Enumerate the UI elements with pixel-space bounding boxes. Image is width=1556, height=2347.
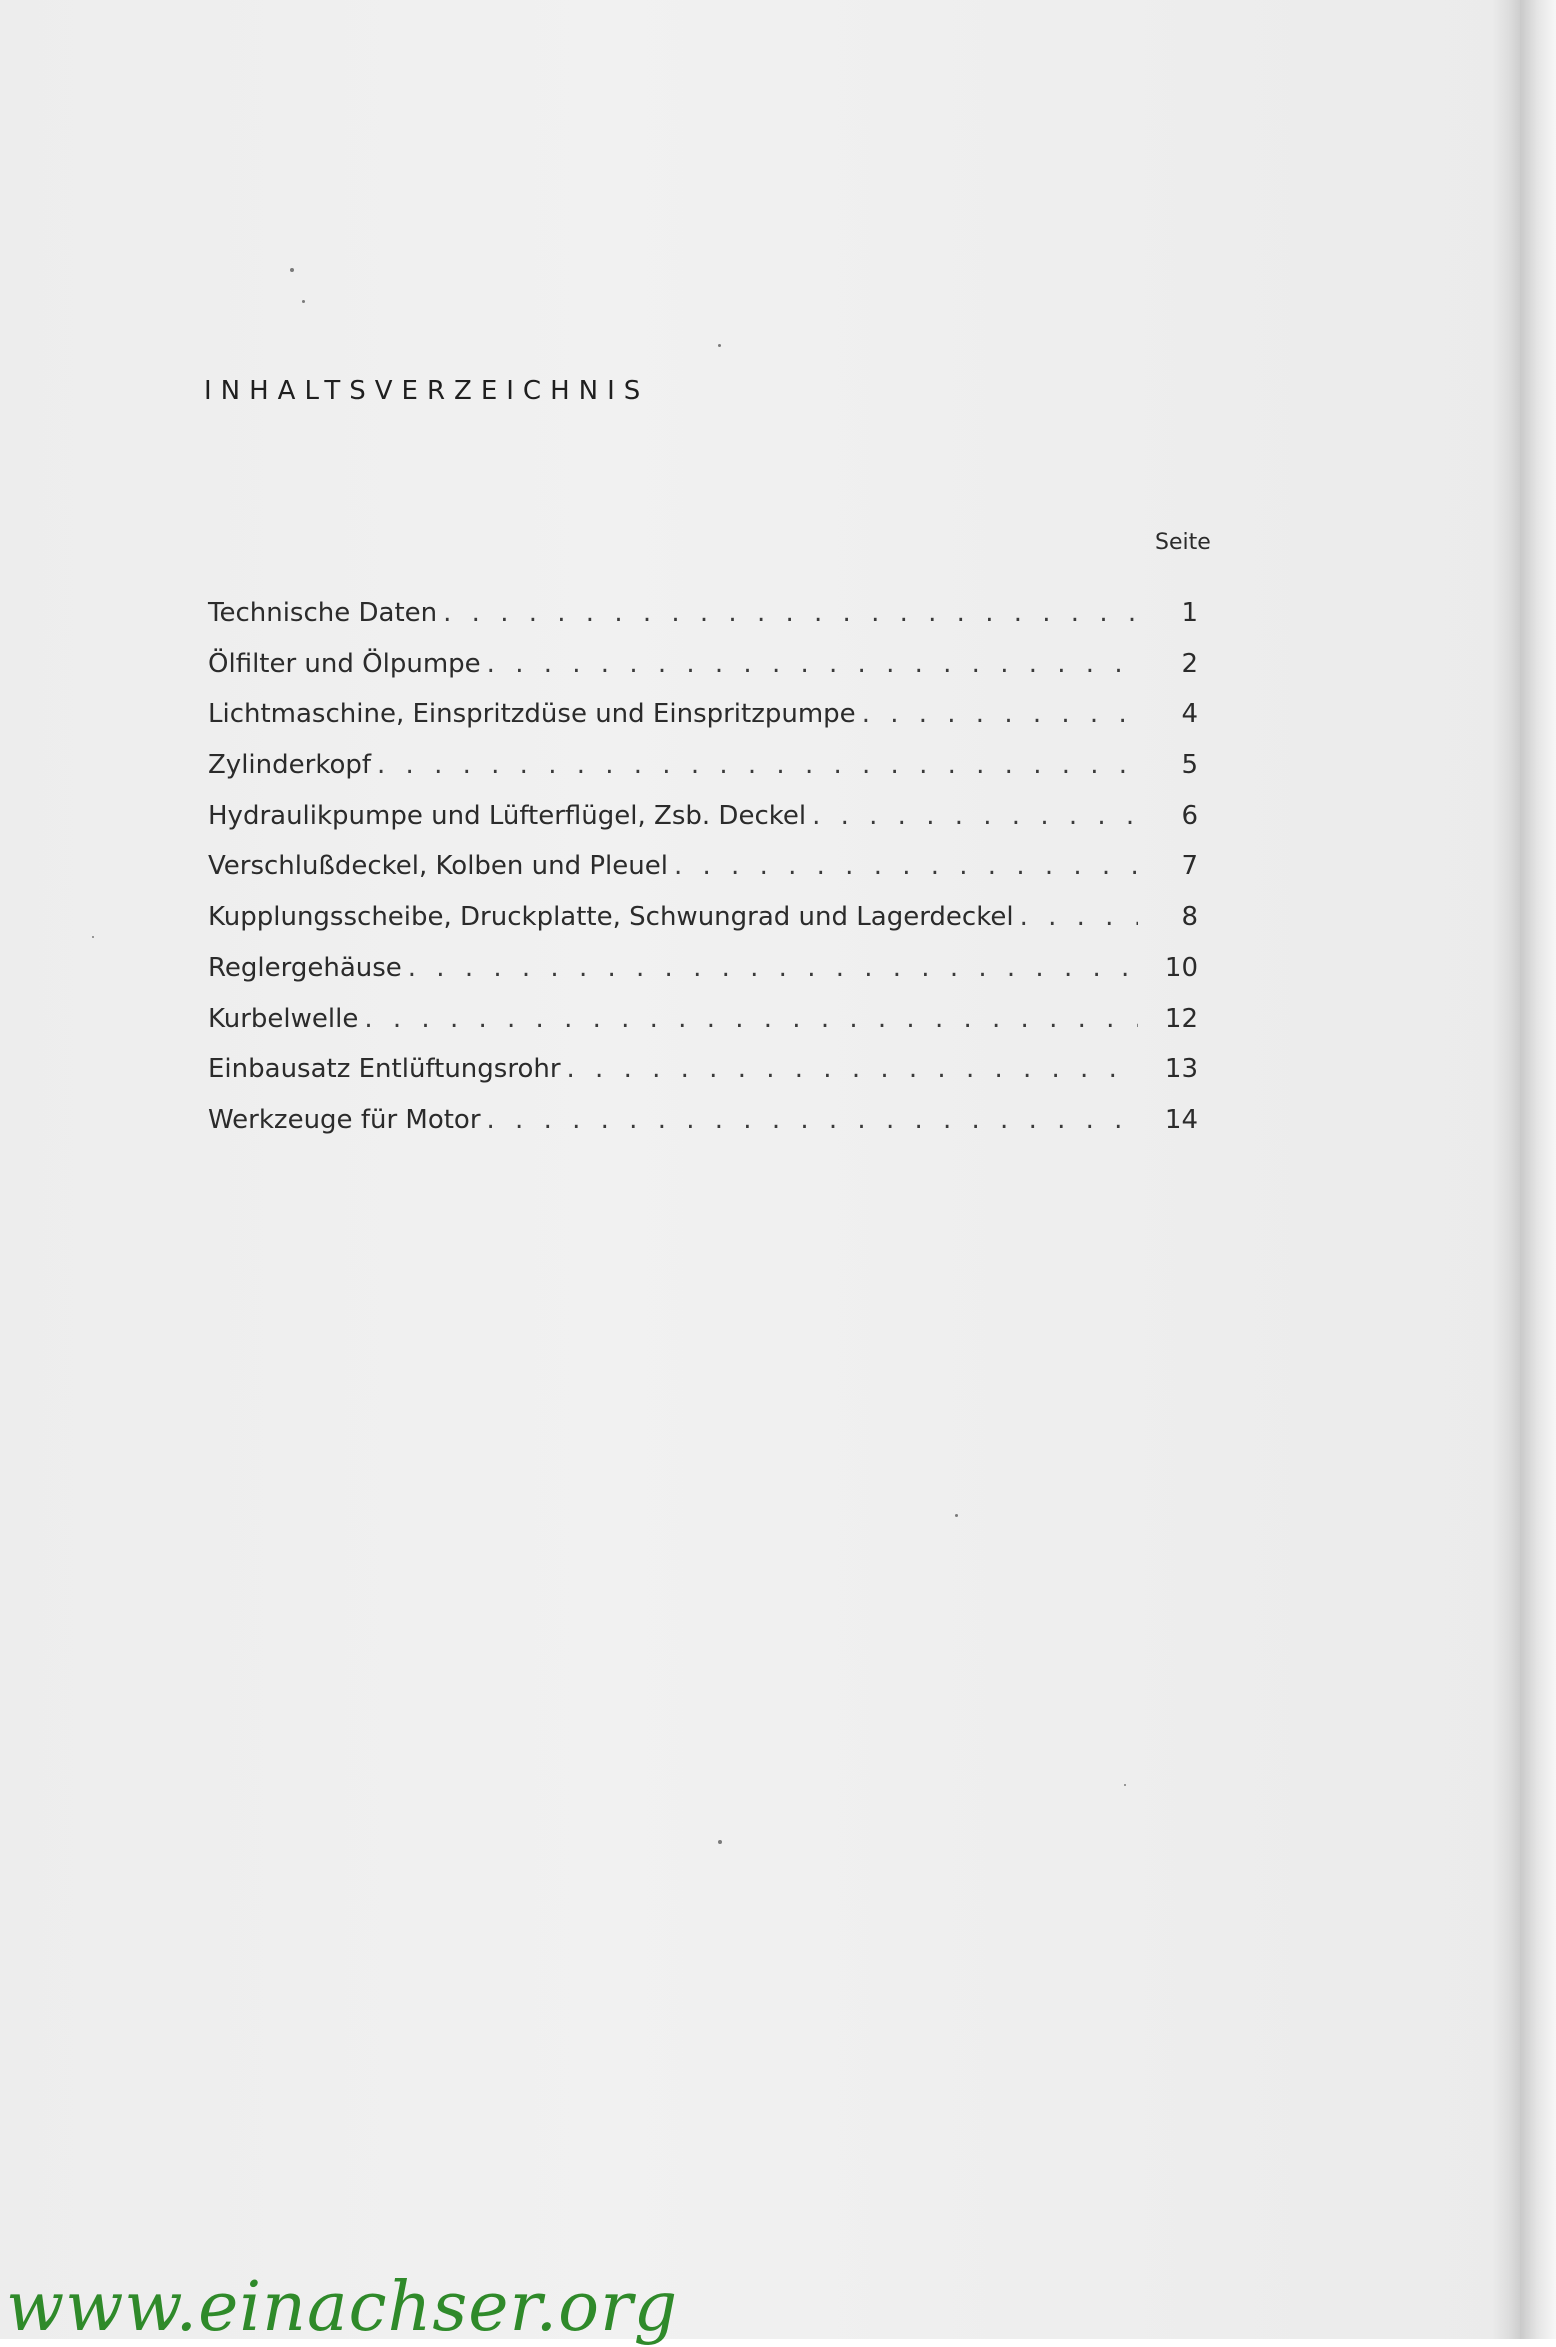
leader-dots (443, 598, 1138, 628)
toc-entry-title: Zylinderkopf (208, 750, 372, 781)
toc-entry-title: Hydraulikpumpe und Lüfterflügel, Zsb. Deckel (208, 800, 807, 831)
toc-entry (208, 1105, 1198, 1156)
toc-entry-page: 5 (1181, 750, 1198, 781)
leader-dots (674, 851, 1138, 881)
leader-dots (487, 1105, 1138, 1135)
toc-entry-title: Kupplungsscheibe, Druckplatte, Schwungrad und Lagerdeckel (208, 902, 1014, 933)
leader-dots (377, 750, 1138, 780)
leader-dots (487, 649, 1138, 679)
leader-dots (862, 699, 1138, 729)
leader-dots (364, 1004, 1138, 1034)
toc-entry-title: Ölfilter und Ölpumpe (208, 648, 481, 679)
scan-speck (718, 1840, 722, 1844)
toc-entry (208, 699, 1198, 750)
toc-entry-title: Reglergehäuse (208, 952, 402, 983)
toc-entry-title: Kurbelwelle (208, 1003, 359, 1034)
toc-entry (208, 953, 1198, 1004)
toc-entry-page: 12 (1164, 1003, 1198, 1034)
page-edge (1520, 0, 1556, 2339)
toc-entry-page: 4 (1181, 699, 1198, 730)
toc-entry-page: 1 (1181, 598, 1198, 628)
toc-entry (208, 750, 1198, 801)
toc-entry (208, 1004, 1198, 1055)
toc-entry (208, 801, 1198, 852)
toc-entry (208, 851, 1198, 902)
leader-dots (812, 801, 1138, 831)
toc-entry-page: 8 (1181, 902, 1198, 933)
toc-entry-title: Lichtmaschine, Einspritzdüse und Einspritzpumpe (208, 699, 856, 730)
toc-entry (208, 902, 1198, 953)
scan-speck (92, 936, 94, 938)
scan-speck (302, 300, 305, 303)
toc-entry-title: Einbausatz Entlüftungsrohr (208, 1054, 561, 1085)
page-column-label: Seite (1155, 530, 1211, 555)
scan-speck (1124, 1784, 1126, 1786)
toc-entry-page: 14 (1164, 1104, 1198, 1135)
leader-dots (408, 953, 1138, 983)
website-watermark: www.einachser.org (6, 2268, 679, 2347)
scan-speck (955, 1514, 958, 1517)
toc-entry-title: Technische Daten (208, 598, 438, 628)
toc-entry-page: 7 (1181, 851, 1198, 882)
leader-dots (1020, 902, 1138, 932)
scan-speck (290, 268, 294, 272)
toc-entry-title: Verschlußdeckel, Kolben und Pleuel (208, 851, 668, 882)
leader-dots (567, 1054, 1138, 1084)
toc-entry (208, 1054, 1198, 1105)
toc-entry-page: 2 (1181, 648, 1198, 679)
toc-entry-page: 10 (1164, 952, 1198, 983)
table-of-contents (208, 598, 1198, 1156)
toc-entry (208, 598, 1198, 649)
toc-entry-page: 6 (1181, 800, 1198, 831)
toc-entry-title: Werkzeuge für Motor (208, 1104, 481, 1135)
toc-heading: INHALTSVERZEICHNIS (204, 376, 650, 406)
toc-entry (208, 649, 1198, 700)
toc-entry-page: 13 (1164, 1054, 1198, 1085)
scan-speck (718, 344, 721, 347)
